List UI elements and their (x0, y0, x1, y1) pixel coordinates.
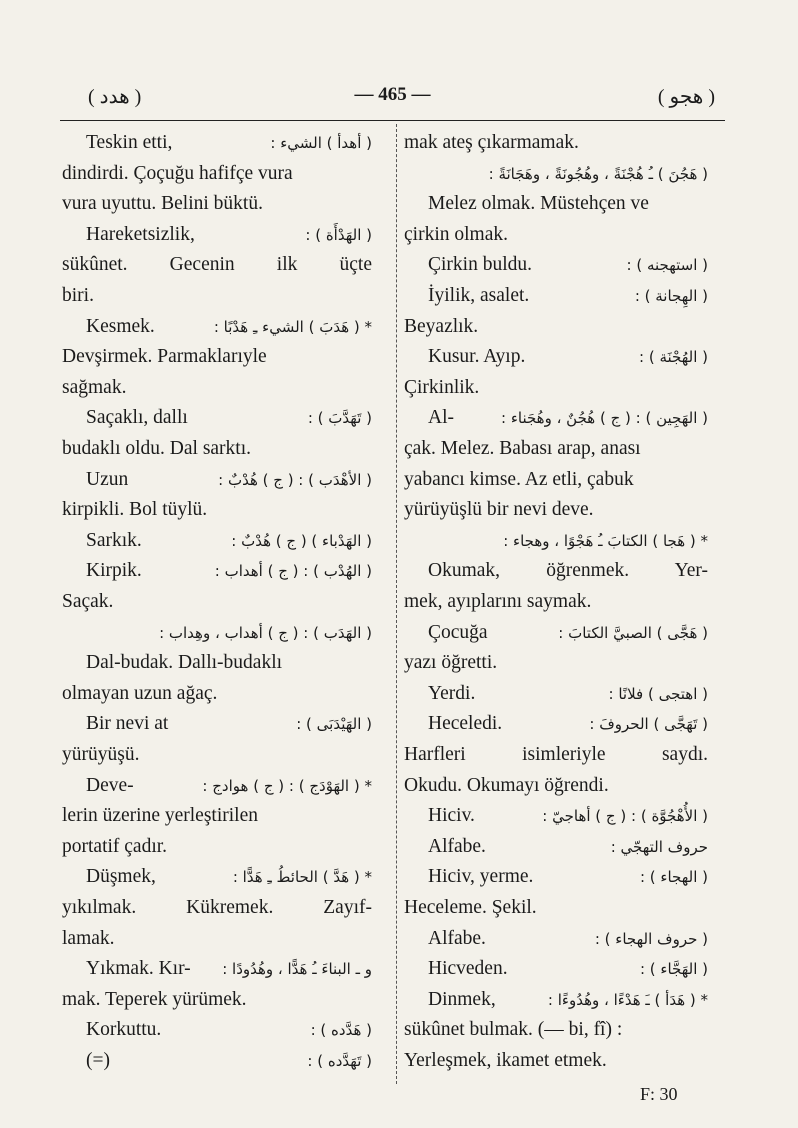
turkish-text: sağmak. (62, 376, 127, 398)
signature-mark: F: 30 (640, 1084, 678, 1104)
entry-line (404, 526, 708, 556)
turkish-text: İyilik, asalet. (428, 285, 530, 306)
turkish-text: portatif çadır. (62, 835, 168, 857)
entry-line (404, 128, 708, 158)
turkish-text: sükûnet bulmak. (— bi, fî) : (404, 1019, 623, 1041)
turkish-text: lerin üzerine yerleştirilen (62, 805, 258, 827)
entry-line (62, 801, 372, 831)
turkish-text: yürüyüşü. (62, 744, 140, 765)
turkish-text: Alfabe. (428, 927, 486, 949)
entry-line (62, 465, 372, 495)
arabic-headword: ( هَجَّى ) الصبيَّ الكتابَ : (558, 623, 708, 642)
entry-line (404, 342, 708, 372)
turkish-text: Yerdi. (428, 682, 476, 704)
entry-line (404, 954, 708, 984)
turkish-text: yabancı kimse. Az etli, çabuk (404, 468, 634, 490)
entry-line (62, 924, 372, 954)
arabic-headword: و ـ البناءَ ـُ هَدًّا ، وهُدُودًا : (222, 960, 372, 979)
entry-line (62, 526, 372, 556)
turkish-text: (=) (86, 1050, 110, 1071)
arabic-headword: ( اهتجى ) فلانًا : (608, 684, 708, 703)
turkish-text: Kesmek. (86, 315, 155, 337)
turkish-text: kirpikli. Bol tüylü. (62, 499, 208, 521)
arabic-headword: ( هَدَّده ) : (310, 1021, 372, 1040)
entry-line (404, 159, 708, 189)
entry-line (404, 985, 708, 1015)
entry-line (62, 679, 372, 709)
turkish-text: Okudu. Okumayı öğrendi. (404, 774, 609, 796)
entry-line (404, 465, 708, 495)
turkish-text: Çirkinlik. (404, 376, 480, 398)
turkish-text: Uzun (86, 468, 129, 490)
arabic-headword: ( استهجنه ) : (626, 256, 708, 275)
entry-line (62, 862, 372, 892)
turkish-text: Dal-budak. Dallı-budaklı (86, 652, 283, 674)
arabic-headword: ( الهَدَب ) : ( ج ) أهداب ، وهِداب : (159, 623, 372, 642)
turkish-text: biri. (62, 285, 94, 306)
column-divider (396, 124, 397, 1084)
turkish-text: yıkılmak. Kükremek. Zayıf- (62, 897, 372, 918)
turkish-text: Alfabe. (428, 835, 486, 857)
turkish-text: lamak. (62, 927, 115, 949)
turkish-text: Teskin etti, (86, 132, 173, 153)
turkish-text: Harfleri isimleriyle saydı. (404, 744, 708, 765)
entry-line (62, 1046, 372, 1076)
arabic-headword: * ( هَدَأ ) ـَ هَدْءًا ، وهُدُوءًا : (547, 990, 708, 1009)
entry-line (62, 220, 372, 250)
entry-line (62, 1015, 372, 1045)
entry-line (404, 312, 708, 342)
turkish-text: mak. Teperek yürümek. (62, 988, 247, 1010)
entry-line (62, 556, 372, 586)
entry-line (404, 189, 708, 219)
turkish-text: Saçak. (62, 591, 114, 612)
entry-line (62, 618, 372, 648)
entry-line (62, 495, 372, 525)
entry-line (404, 832, 708, 862)
turkish-text: mak ateş çıkarmamak. (404, 132, 579, 153)
entry-line (62, 954, 372, 984)
turkish-text: çak. Melez. Babası arap, anası (404, 438, 641, 459)
turkish-text: Kusur. Ayıp. (428, 346, 526, 368)
turkish-text: Heceledi. (428, 713, 503, 735)
turkish-text: Al- (428, 407, 454, 429)
turkish-text: Saçaklı, dallı (86, 407, 188, 429)
arabic-headword: ( الهُدْب ) : ( ج ) أهداب : (214, 562, 372, 581)
turkish-text: Okumak, öğrenmek. Yer- (428, 560, 708, 582)
arabic-headword: ( الهجاء ) : (639, 868, 708, 887)
turkish-text: Bir nevi at (86, 713, 169, 735)
entry-line (404, 893, 708, 923)
arabic-headword: ( تَهَجَّى ) الحروفَ : (589, 715, 708, 734)
entry-line (404, 679, 708, 709)
arabic-headword: ( حروف الهجاء ) : (594, 929, 708, 948)
entry-line (404, 434, 708, 464)
header-right-keyword: ( هجو ) (657, 86, 715, 108)
arabic-headword: * ( هَجا ) الكتابَ ـُ هَجْوًا ، وهجاء : (503, 531, 708, 550)
entry-line (404, 373, 708, 403)
entry-line (404, 403, 708, 433)
turkish-text: dindirdi. Çoçuğu hafifçe vura (62, 162, 293, 184)
entry-line (404, 618, 708, 648)
entry-line (404, 924, 708, 954)
arabic-headword: ( الهَدْأَة ) : (305, 225, 372, 244)
arabic-headword: ( الهَيْدَبَى ) : (296, 715, 372, 734)
arabic-headword: ( هَجُنَ ) ـُ هُجْنَةً ، وهُجُونَةً ، وهَجَانَةً : (488, 164, 708, 183)
entry-line (404, 1015, 708, 1045)
turkish-text: Çocuğa (428, 621, 488, 643)
arabic-headword: ( الأُهْجُوَّة ) : ( ج ) أهاجيّ : (542, 807, 708, 826)
entry-line (62, 312, 372, 342)
turkish-text: Sarkık. (86, 529, 142, 551)
entry-line (62, 740, 372, 770)
entry-line (62, 281, 372, 311)
turkish-text: Yıkmak. Kır- (86, 958, 191, 980)
turkish-text: Kirpik. (86, 560, 142, 582)
turkish-text: çirkin olmak. (404, 223, 508, 245)
entry-line (62, 373, 372, 403)
entry-line (62, 648, 372, 678)
turkish-text: Hiciv, yerme. (428, 866, 534, 888)
entry-line (62, 709, 372, 739)
arabic-headword: * ( الهَوْدَج ) : ( ج ) هوادج : (202, 776, 372, 795)
turkish-text: vura uyuttu. Belini büktü. (62, 193, 263, 215)
turkish-text: Heceleme. Şekil. (404, 897, 537, 918)
page-header (60, 84, 725, 114)
turkish-text: mek, ayıplarını saymak. (404, 591, 592, 612)
entry-line (404, 1046, 708, 1076)
arabic-headword: * ( هَدَّ ) الحائطُ ـِ هَدًّا : (232, 868, 372, 887)
header-rule (60, 120, 725, 121)
entry-line (404, 495, 708, 525)
entry-line (404, 587, 708, 617)
turkish-text: yazı öğretti. (404, 652, 498, 674)
arabic-headword: * ( هَدَبَ ) الشيء ـِ هَدْبًا : (213, 317, 372, 336)
entry-line (404, 771, 708, 801)
turkish-text: Çirkin buldu. (428, 254, 533, 276)
arabic-headword: ( الأهْدَب ) : ( ج ) هُدْبٌ : (218, 470, 372, 489)
turkish-text: olmayan uzun ağaç. (62, 682, 218, 704)
arabic-headword: ( الهَجِين ) : ( ج ) هُجُنٌ ، وهُجَناء : (501, 409, 708, 428)
entry-line (62, 159, 372, 189)
entry-line (404, 801, 708, 831)
entry-line (62, 893, 372, 923)
header-left-keyword: ( هدد ) (88, 86, 142, 108)
turkish-text: Melez olmak. Müstehçen ve (428, 193, 649, 215)
turkish-text: Deve- (86, 774, 134, 796)
entry-line (62, 128, 372, 158)
arabic-headword: ( الهَدْباء ) ( ج ) هُدْبٌ : (231, 531, 372, 550)
entry-line (404, 281, 708, 311)
entry-line (404, 648, 708, 678)
entry-line (62, 434, 372, 464)
turkish-text: Dinmek, (428, 988, 496, 1010)
turkish-text: Hiciv. (428, 805, 475, 827)
entry-line (404, 250, 708, 280)
entry-line (404, 740, 708, 770)
entry-line (62, 832, 372, 862)
turkish-text: Yerleşmek, ikamet etmek. (404, 1050, 607, 1071)
entry-line (404, 220, 708, 250)
turkish-text: Devşirmek. Parmaklarıyle (62, 346, 267, 368)
entry-line (404, 862, 708, 892)
turkish-text: Düşmek, (86, 866, 156, 888)
arabic-headword: ( الهَجَّاء ) : (639, 960, 708, 979)
entry-line (404, 556, 708, 586)
page-number: — 465 — (354, 84, 431, 105)
entry-line (62, 403, 372, 433)
arabic-headword: ( الهِجانة ) : (634, 287, 708, 305)
turkish-text: yürüyüşlü bir nevi deve. (404, 499, 594, 521)
turkish-text: Hareketsizlik, (86, 223, 195, 245)
turkish-text: budaklı oldu. Dal sarktı. (62, 438, 252, 459)
arabic-headword: ( الهُجْنَة ) : (639, 348, 708, 367)
turkish-text: Hicveden. (428, 958, 508, 980)
arabic-headword: ( تَهَدَّبَ ) : (307, 409, 372, 428)
entry-line (62, 342, 372, 372)
turkish-text: Beyazlık. (404, 315, 479, 337)
entry-line (62, 985, 372, 1015)
entry-line (62, 771, 372, 801)
turkish-text: sükûnet. Gecenin ilk üçte (62, 254, 372, 276)
arabic-headword: حروف التهجّي : (610, 837, 708, 856)
entry-line (62, 587, 372, 617)
entry-line (62, 250, 372, 280)
entry-line (62, 189, 372, 219)
entry-line (404, 709, 708, 739)
arabic-headword: ( أهدأ ) الشيء : (270, 134, 372, 152)
turkish-text: Korkuttu. (86, 1019, 162, 1041)
arabic-headword: ( تَهَدَّده ) : (307, 1052, 372, 1070)
